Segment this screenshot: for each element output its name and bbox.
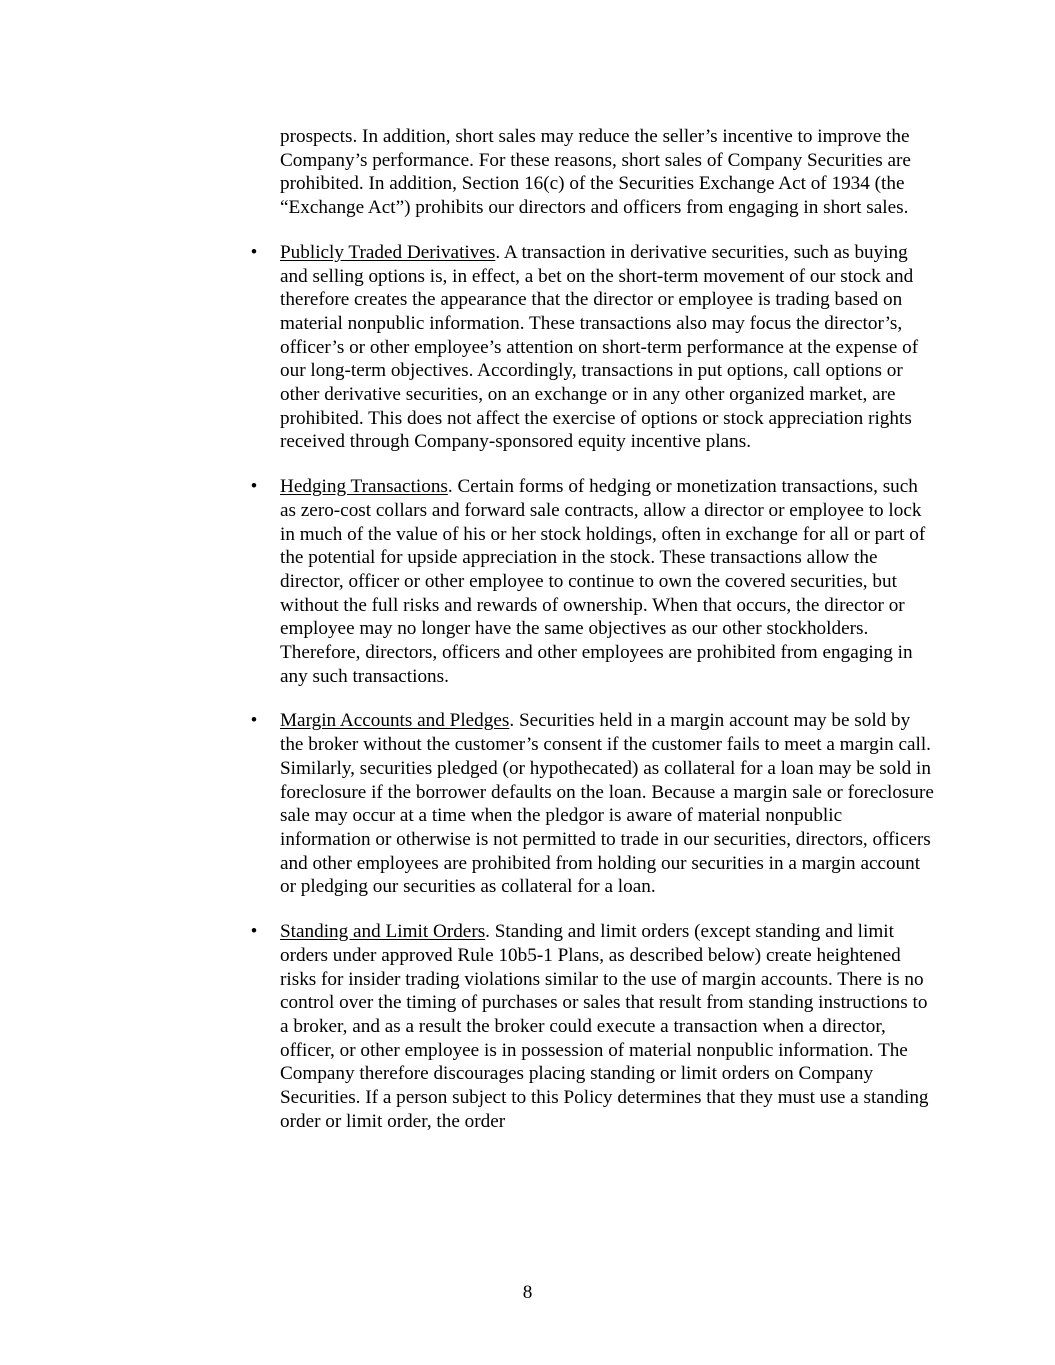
bullet-heading: Margin Accounts and Pledges	[280, 710, 510, 732]
bullet-text: . Securities held in a margin account may be sold by the broker without the customer’s consent if the customer fails to meet a margin call. Similarly, securities pledged (or hypothecated) as collateral for a loan may be sold in foreclosure if the borrower defaults on the loan. Because a margin sale or foreclosure sale may occur at a time when the pledgor is aware of material nonpublic information or otherwise is not permitted to trade in our securities, directors, officers and other employees are prohibited from holding our securities in a margin account or pledging our securities as collateral for a loan.	[280, 710, 934, 898]
page-number: 8	[522, 1282, 533, 1303]
bullet-icon: •	[250, 921, 258, 943]
bullet-hedging-transactions	[250, 475, 934, 688]
bullet-standing-and-limit-orders	[250, 920, 934, 1133]
bullet-icon: •	[250, 710, 258, 732]
bullet-heading: Hedging Transactions	[280, 476, 448, 498]
page-body	[250, 125, 934, 1154]
bullet-heading: Standing and Limit Orders	[280, 921, 486, 943]
bullet-heading: Publicly Traded Derivatives	[280, 241, 496, 263]
bullet-margin-accounts-and-pledges	[250, 709, 934, 899]
bullet-text: . Standing and limit orders (except standing and limit orders under approved Rule 10b5-1 Plans, as described below) create heightened risks for insider trading violations similar to the use of margin accounts. There is no control over the timing of purchases or sales that result from standing instructions to a broker, and as a result the broker could execute a transaction when a director, officer, or other employee is in possession of material nonpublic information. The Company therefore discourages placing standing or limit orders on Company Securities. If a person subject to this Policy determines that they must use a standing order or limit order, the order	[280, 921, 929, 1132]
bullet-text: . A transaction in derivative securities, such as buying and selling options is, in effect, a bet on the short-term movement of our stock and therefore creates the appearance that the director or employee is trading based on material nonpublic information. These transactions also may focus the director’s, officer’s or other employee’s attention on short-term performance at the expense of our long-term objectives. Accordingly, transactions in put options, call options or other derivative securities, on an exchange or in any other organized market, are prohibited. This does not affect the exercise of options or stock appreciation rights received through Company-sponsored equity incentive plans.	[280, 241, 919, 453]
bullet-text: . Certain forms of hedging or monetization transactions, such as zero-cost collars and forward sale contracts, allow a director or employee to lock in much of the value of his or her stock holdings, often in exchange for all or part of the potential for upside appreciation in the stock. These transactions allow the director, officer or other employee to continue to own the covered securities, but without the full risks and rewards of ownership. When that occurs, the director or employee may no longer have the same objectives as our other stockholders. Therefore, directors, officers and other employees are prohibited from engaging in any such transactions.	[280, 476, 926, 687]
bullet-publicly-traded-derivatives	[250, 241, 934, 454]
intro-paragraph: prospects. In addition, short sales may reduce the seller’s incentive to improve the Company’s performance. For these reasons, short sales of Company Securities are prohibited. In addition, Section 16(c) of the Securities Exchange Act of 1934 (the “Exchange Act”) prohibits our directors and officers from engaging in short sales.	[280, 126, 911, 219]
bullet-icon: •	[250, 241, 258, 263]
bullet-icon: •	[250, 476, 258, 498]
